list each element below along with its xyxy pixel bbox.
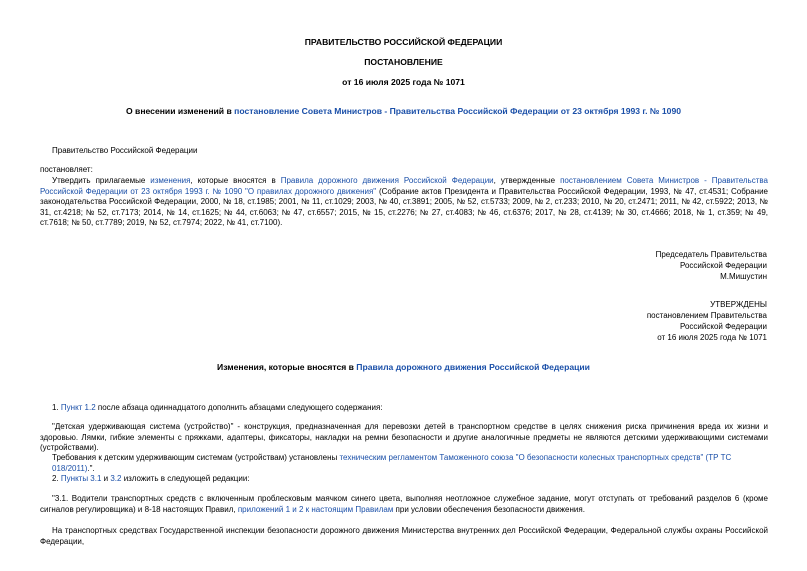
- item-1: [52, 403, 752, 414]
- quote3-text-b: при условии обеспечения безопасности движения.: [393, 504, 585, 514]
- document-subject: [0, 106, 807, 116]
- item-1-text: после абзаца одиннадцатого дополнить абзацами следующего содержания:: [95, 403, 383, 412]
- changes-title: [0, 362, 807, 372]
- item-2: [52, 474, 752, 485]
- approved-label: УТВЕРЖДЕНЫ: [710, 300, 767, 309]
- point-1-2-link[interactable]: Пункт 1.2: [60, 403, 96, 412]
- signature-country: Российской Федерации: [680, 261, 767, 270]
- issuer: Правительство Российской Федерации: [52, 146, 198, 155]
- signature-block: [656, 249, 767, 282]
- approved-by: постановлением Правительства: [646, 311, 767, 320]
- changes-link[interactable]: изменения: [150, 176, 191, 185]
- item-2-text: изложить в следующей редакции:: [121, 474, 250, 483]
- approved-country: Российской Федерации: [680, 322, 767, 331]
- item-2-and: и: [101, 474, 111, 483]
- resolution-1090-link[interactable]: постановлением Совета Министров - Правительства Российской Федерации от 23 октября 1993 г. № 1090 "О правилах дорожного движения": [40, 176, 768, 196]
- approved-date: от 16 июля 2025 года № 1071: [657, 333, 767, 342]
- changes-title-prefix: Изменения, которые вносятся в: [217, 362, 357, 372]
- resolution-paragraph: [40, 176, 768, 229]
- tech-regulation-link[interactable]: техническим регламентом Таможенного союза "О безопасности колесных транспортных средств" (ТР ТС 018/2011): [52, 453, 732, 473]
- p1-text-a: Утвердить прилагаемые: [52, 176, 151, 185]
- subject-link[interactable]: постановление Совета Министров - Правительства Российской Федерации от 23 октября 1993 г. № 1090: [234, 106, 682, 116]
- last-paragraph: На транспортных средствах Государственной инспекции безопасности дорожного движения Министерства внутренних дел Российской Федерации, Федеральной службы охраны Российской Федерации,: [40, 526, 768, 546]
- point-3-1-link[interactable]: Пункты 3.1: [60, 474, 102, 483]
- traffic-rules-link[interactable]: Правила дорожного движения Российской Федерации: [280, 176, 494, 185]
- document-type: ПОСТАНОВЛЕНИЕ: [364, 57, 443, 67]
- quote-child-seat: "Детская удерживающая система (устройство)" - конструкция, предназначенная для перевозки детей в транспортном средстве в целях снижения риска причинения вреда их жизни и здоровью. Лямки, гибкие элементы с пряжками, адаптеры, фиксаторы, накладки на ремни безопасности и другие аналогичные предметы не являются детскими удерживающими системами (устройствами).: [40, 422, 768, 452]
- point-3-2-link[interactable]: 3.2: [110, 474, 122, 483]
- government-heading: ПРАВИТЕЛЬСТВО РОССИЙСКОЙ ФЕДЕРАЦИИ: [304, 37, 503, 47]
- p1-text-b: , которые вносятся в: [190, 176, 281, 185]
- item-1-number: 1.: [52, 403, 61, 412]
- quote2-text-b: .".: [87, 463, 95, 473]
- resolves: постановляет:: [40, 165, 93, 174]
- signature-name: М.Мишустин: [720, 272, 767, 281]
- changes-title-link[interactable]: Правила дорожного движения Российской Федерации: [356, 362, 590, 372]
- appendices-link[interactable]: приложений 1 и 2 к настоящим Правилам: [237, 504, 394, 514]
- quote3-text-a: "3.1. Водители транспортных средств с включенным проблесковым маячком синего цвета, выполняя неотложное служебное задание, могут отступать от требований разделов 6 (кроме сигналов регулировщика) и 8-18 настоящих Правил,: [40, 494, 768, 514]
- quote-requirements: [52, 453, 768, 474]
- p1-text-d: (Собрание актов Президента и Правительства Российской Федерации, 1993, № 47, ст.4531; Собрание законодательства Российской Федерации, 2000, № 18, ст.1985; 2001, № 11, ст.1029; 2003, № 40, ст.3891; 2005, № 52, ст.5733; 2009, № 2, ст.233; 2010, № 20, ст.2471; 2011, № 42, ст.5922; 2013, № 31, ст.4218; № 52, ст.7173; 2014, № 14, ст.1625; № 44, ст.6063; № 47, ст.6557; 2015, № 15, ст.2276; № 27, ст.4083; № 46, ст.6376; 2017, № 28, ст.4139; № 30, ст.4666; 2018, № 1, ст.359; № 49, ст.7618; № 50, ст.7789; 2019, № 52, ст.7974; 2022, № 41, ст.7100).: [40, 186, 769, 227]
- document-date: от 16 июля 2025 года № 1071: [342, 77, 465, 87]
- quote2-text-a: Требования к детским удерживающим системам (устройствам) установлены: [52, 453, 340, 462]
- p1-text-c: , утвержденные: [493, 176, 561, 185]
- signature-position: Председатель Правительства: [655, 250, 767, 259]
- subject-prefix: О внесении изменений в: [125, 106, 235, 116]
- approval-block: [647, 299, 767, 343]
- item-2-number: 2.: [52, 474, 61, 483]
- quote-point-3-1: [40, 494, 768, 515]
